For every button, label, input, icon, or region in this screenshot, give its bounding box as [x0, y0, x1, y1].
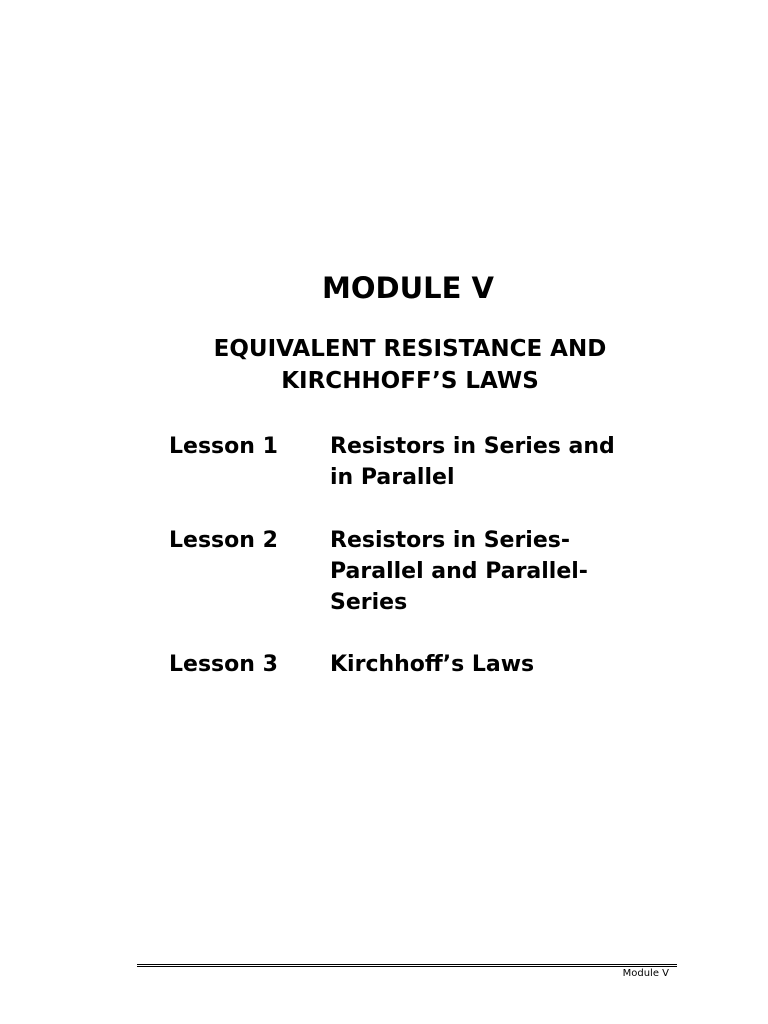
- footer-divider: [137, 964, 677, 967]
- lesson-title: [330, 525, 650, 618]
- module-subtitle-line-1: EQUIVALENT RESISTANCE AND: [213, 336, 607, 362]
- lesson-title: [330, 649, 650, 680]
- lesson-title-line: Series: [330, 590, 408, 615]
- module-title: MODULE V: [322, 271, 494, 305]
- lesson-number: Lesson 2: [169, 528, 278, 553]
- lesson-title-line: Resistors in Series-: [330, 528, 570, 553]
- footer-module-label: Module V: [622, 968, 669, 979]
- lesson-title-line: Resistors in Series and: [330, 434, 615, 459]
- lesson-title-line: Parallel and Parallel-: [330, 559, 588, 584]
- lesson-number: Lesson 3: [169, 652, 278, 677]
- lesson-number: Lesson 1: [169, 434, 278, 459]
- lesson-title: [330, 431, 650, 493]
- lesson-title-line: in Parallel: [330, 465, 455, 490]
- lesson-title-line: Kirchhoff’s Laws: [330, 652, 535, 677]
- module-subtitle: [170, 333, 650, 397]
- module-subtitle-line-2: KIRCHHOFF’S LAWS: [281, 368, 539, 394]
